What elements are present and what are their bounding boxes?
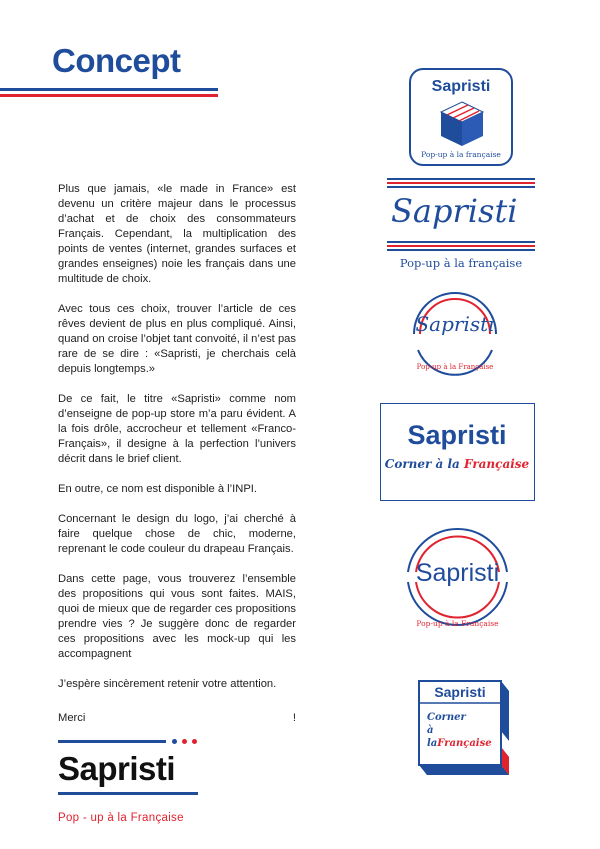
logo-tagline-b: Française — [464, 457, 530, 471]
stripe — [387, 182, 535, 184]
paragraph: En outre, ce nom est disponible à l’INPI. — [58, 483, 257, 495]
logo-tagline: Pop - up à la Française — [58, 812, 184, 824]
logo-circle-large — [395, 518, 520, 636]
logo-name: Sapristi — [434, 684, 486, 700]
paragraph: De ce fait, le titre «Sapristi» comme nom d’enseigne de pop-up store m’a paru évident. A la fois drôle, accrocheur et tellement «Franco-Français», il designe à la perfection l’univers décrit dans le brief client. — [58, 393, 296, 465]
body-text — [58, 182, 296, 707]
logo-name: Sapristi — [431, 78, 491, 95]
logo-name: Sapristi — [415, 312, 495, 336]
logo-tagline: Pop-up à la Française — [416, 363, 494, 371]
cube-icon — [439, 100, 485, 148]
logo-tagline — [427, 711, 492, 750]
paragraph: Plus que jamais, «le made in France» est devenu un critère majeur dans le processus d’achat et de choix des consommateurs Français. Cependant, la multiplication des points de ventes (internet, grandes surfaces et grandes enseignes) noie les français dans une multitude de choix. — [58, 183, 296, 285]
paragraph: J’espère sincèrement retenir votre attention. — [58, 678, 277, 690]
logo-name: Sapristi — [58, 750, 176, 787]
logo-line-wrap — [427, 737, 492, 750]
title-rule-blue — [0, 88, 218, 91]
logo-tagline-a: Corner à la — [384, 457, 460, 471]
title-rule-red — [0, 94, 218, 97]
logo-name: Sapristi — [415, 559, 500, 587]
stripe — [387, 178, 535, 180]
logo-circle-script — [400, 290, 510, 390]
page-title: Concept — [52, 42, 181, 79]
stripe — [387, 241, 535, 243]
logo-tagline: Pop-up à la française — [421, 150, 501, 159]
logo-dot — [192, 739, 197, 744]
logo-rect-corner — [380, 403, 535, 501]
logo-box-cube — [409, 68, 513, 166]
logo-script-stripes — [387, 178, 535, 273]
closing-line — [58, 712, 296, 724]
circle-emblem — [400, 290, 510, 390]
paragraph: Concernant le design du logo, j’ai cherché à faire quelque chose de chic, moderne, reprenant le code couleur du drapeau Français. — [58, 513, 296, 555]
logo-bottom-left — [58, 736, 203, 831]
logo-name: Sapristi — [391, 192, 518, 230]
stripe — [387, 249, 535, 251]
stripe — [387, 186, 535, 188]
logo-line-accent: Française — [437, 738, 492, 749]
logo-rule — [58, 740, 166, 743]
logo-line: Corner — [427, 712, 466, 723]
logo-rule — [58, 792, 198, 795]
logo-name: Sapristi — [407, 420, 507, 450]
logo-box-3d — [415, 675, 525, 785]
logo-tagline: Pop-up à la française — [399, 256, 523, 270]
logo-dot — [182, 739, 187, 744]
closing-mark: ! — [292, 712, 296, 724]
logo-line: à — [427, 725, 434, 736]
logo-tagline — [381, 457, 533, 471]
logo-line: la — [427, 738, 438, 749]
paragraph: Avec tous ces choix, trouver l’article de ces rêves devient de plus en plus compliqué. Ainsi, quand on croise l’objet tant convoité, il n’est pas rare de se dire : «Sapristi, je cherchais celà depuis longtemps.» — [58, 303, 296, 375]
closing-text: Merci — [58, 712, 86, 724]
logo-tagline: Pop-up à la Française — [416, 619, 499, 628]
logo-dot — [172, 739, 177, 744]
stripe — [387, 245, 535, 247]
paragraph: Dans cette page, vous trouverez l’ensemble des propositions qui vous sont faites. MAIS, quoi de mieux que de regarder ces propositions prendre vies ? Je suggère donc de regarder ces propositions avec les mock-up qui les accompagnent — [58, 573, 296, 660]
